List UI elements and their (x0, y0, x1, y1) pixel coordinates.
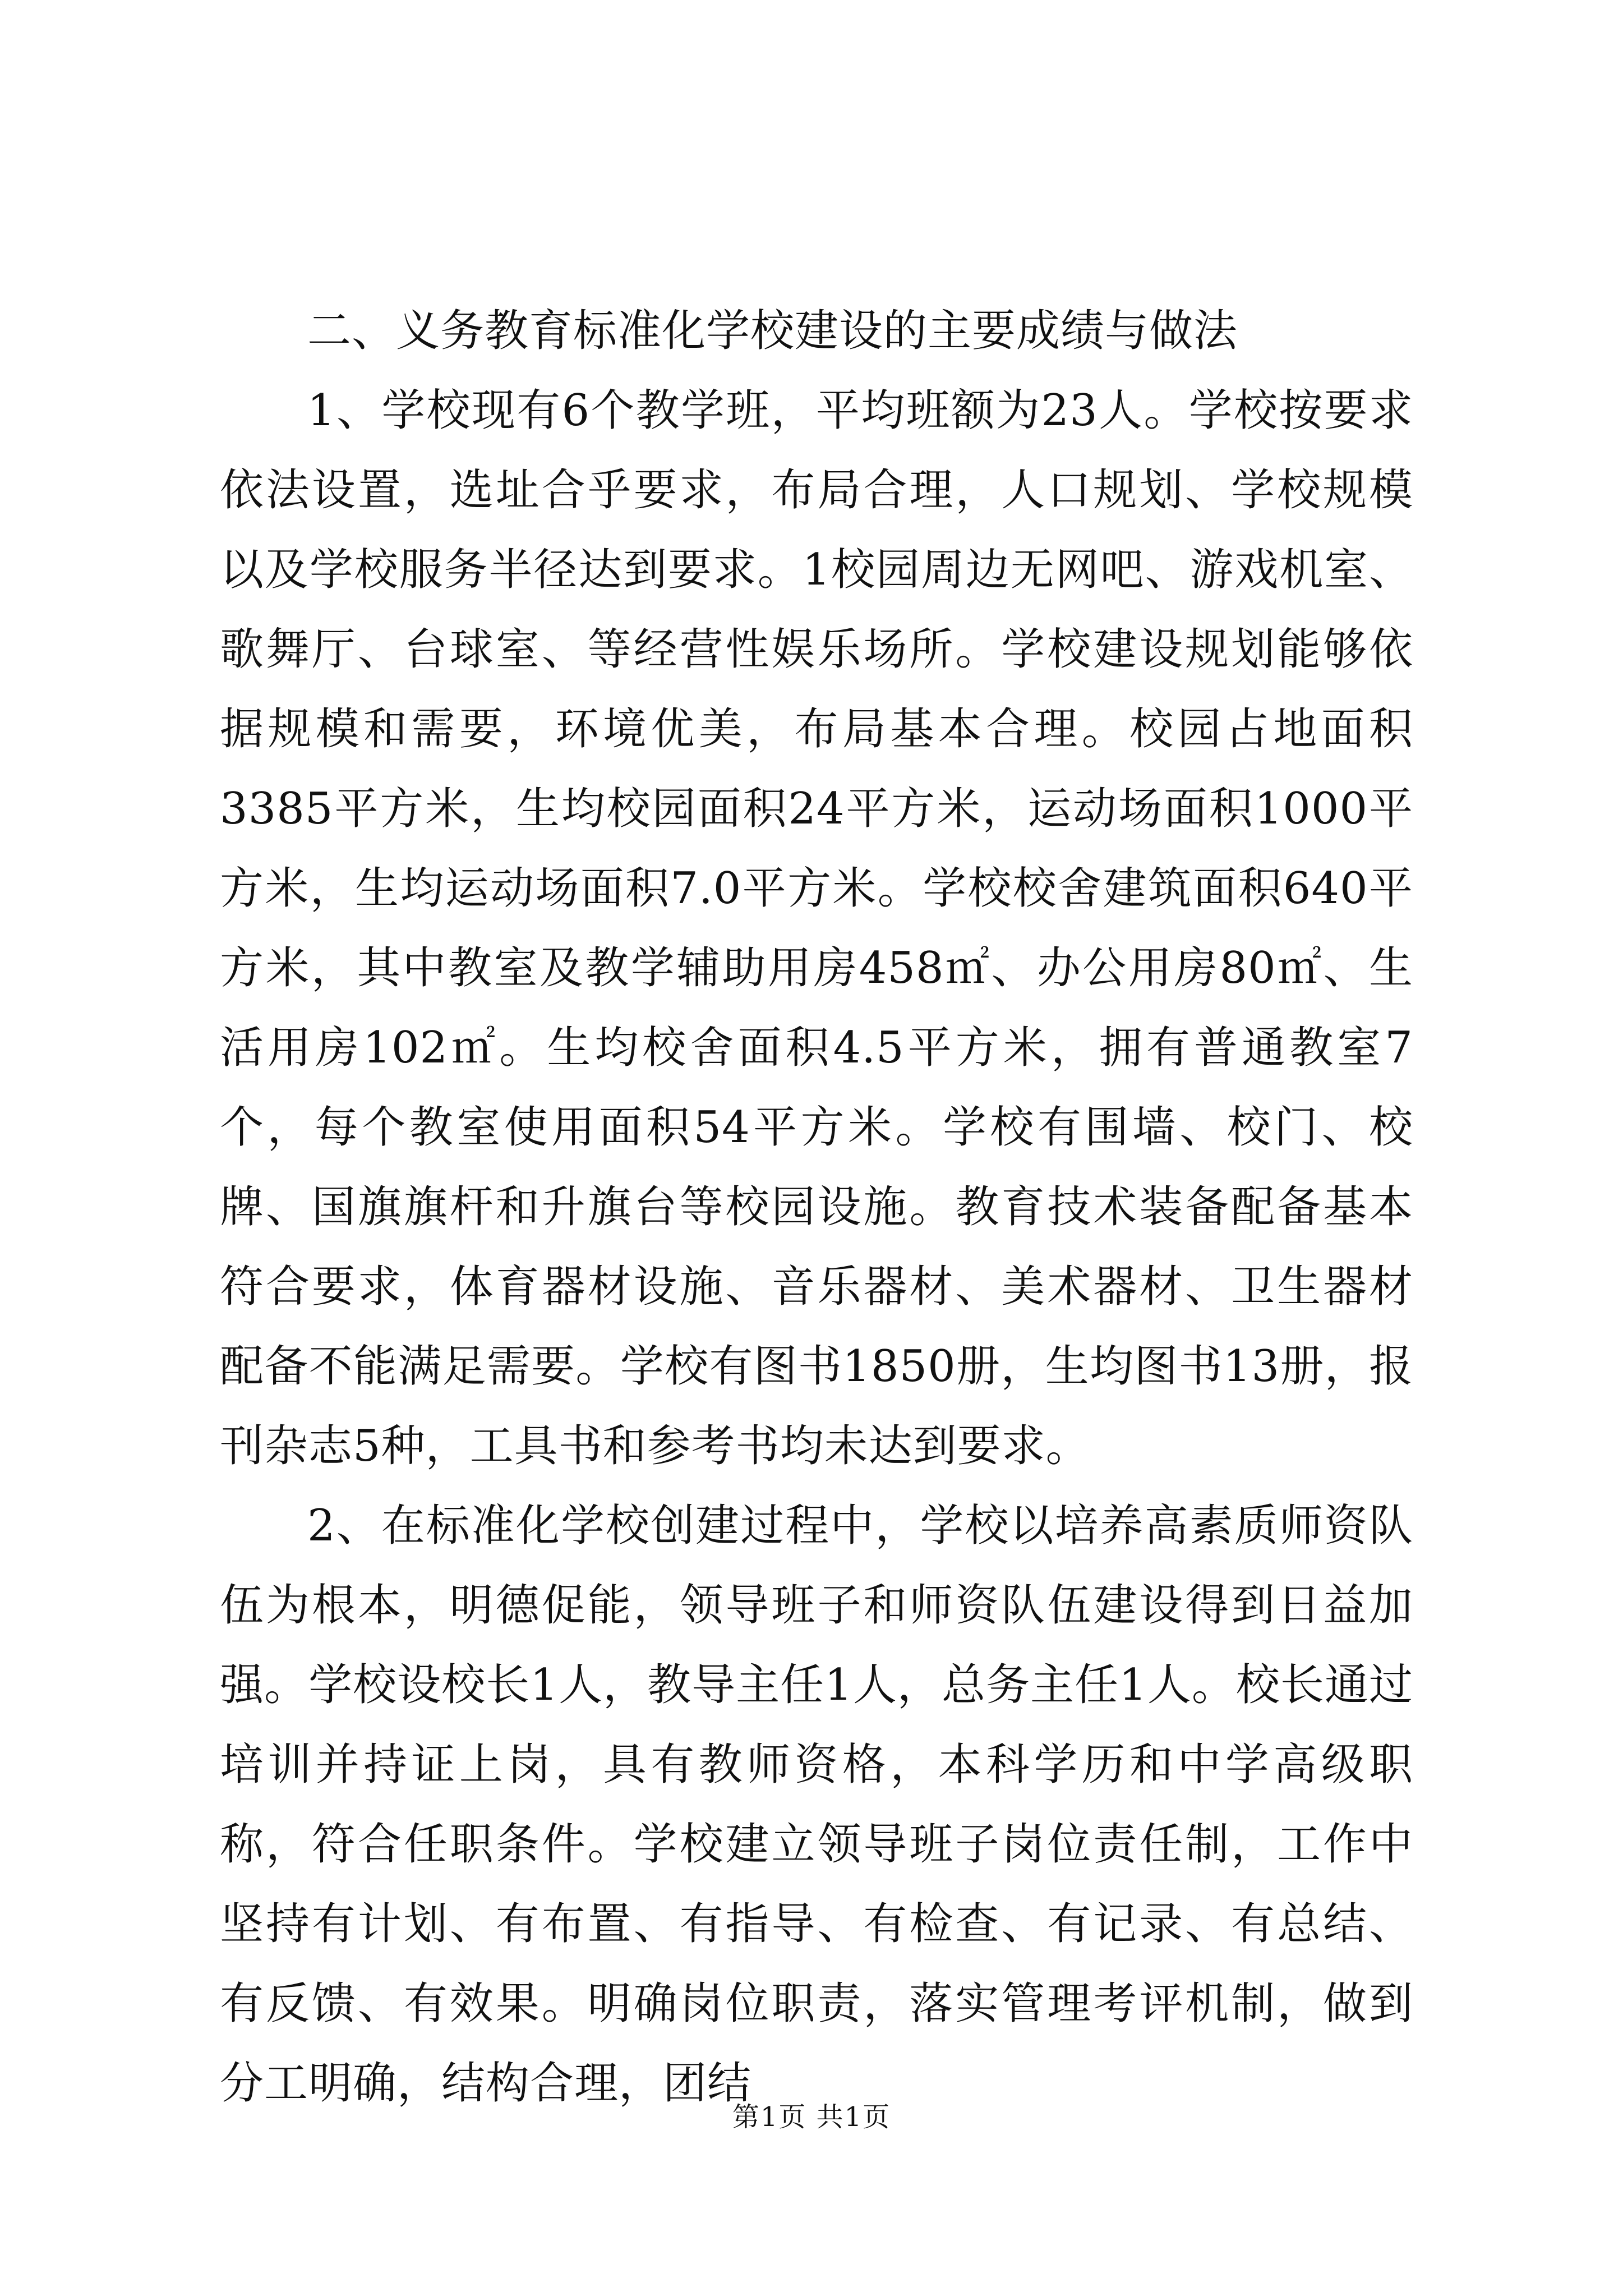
paragraph-1: 1、学校现有6个教学班，平均班额为23人。学校按要求依法设置，选址合乎要求，布局合理，人口规划、学校规模以及学校服务半径达到要求。1校园周边无网吧、游戏机室、歌舞厅、台球室、等经营性娱乐场所。学校建设规划能够依据规模和需要，环境优美，布局基本合理。校园占地面积3385平方米，生均校园面积24平方米，运动场面积1000平方米，生均运动场面积7.0平方米。学校校舍建筑面积640平方米，其中教室及教学辅助用房458㎡、办公用房80㎡、生活用房102㎡。生均校舍面积4.5平方米，拥有普通教室7个，每个教室使用面积54平方米。学校有围墙、校门、校牌、国旗旗杆和升旗台等校园设施。教育技术装备配备基本符合要求，体育器材设施、音乐器材、美术器材、卫生器材配备不能满足需要。学校有图书1850册，生均图书13册，报刊杂志5种，工具书和参考书均未达到要求。 (220, 385, 1413, 1471)
paragraph-2: 2、在标准化学校创建过程中，学校以培养高素质师资队伍为根本，明德促能，领导班子和师资队伍建设得到日益加强。学校设校长1人，教导主任1人，总务主任1人。校长通过培训并持证上岗，具有教师资格，本科学历和中学高级职称，符合任职条件。学校建立领导班子岗位责任制，工作中坚持有计划、有布置、有指导、有检查、有记录、有总结、有反馈、有效果。明确岗位职责，落实管理考评机制，做到分工明确，结构合理，团结 (220, 1501, 1413, 2109)
page-footer: 第1页 共1页 (732, 2101, 891, 2133)
document-body (220, 291, 1413, 2123)
section-heading: 二、义务教育标准化学校建设的主要成绩与做法 (307, 306, 1238, 356)
